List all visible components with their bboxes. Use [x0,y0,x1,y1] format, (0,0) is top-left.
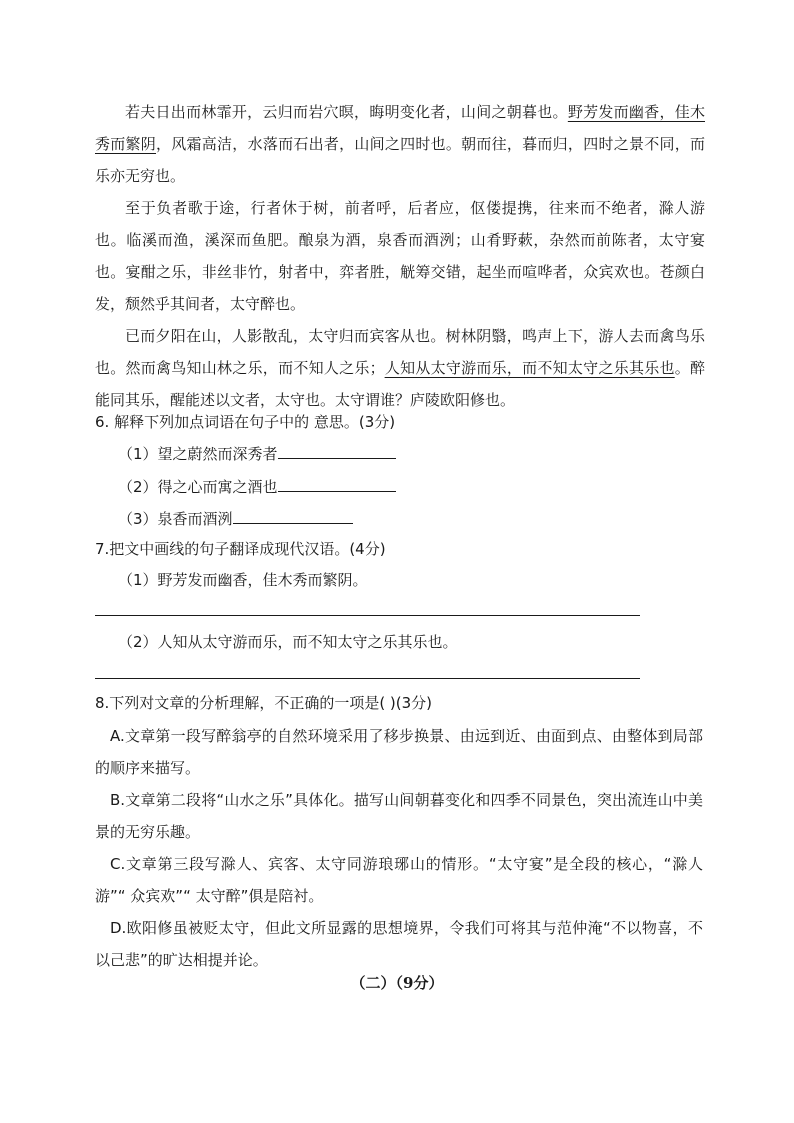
passage-paragraph-2: 至于负者歌于途，行者休于树，前者呼，后者应，伛偻提携，往来而不绝者，滁人游也。临溪而渔，溪深而鱼肥。酿泉为酒，泉香而酒洌；山肴野蔌，杂然而前陈者，太守宴也。宴酣之乐，非丝非竹，射者中，弈者胜，觥筹交错，起坐而喧哗者，众宾欢也。苍颜白发，颓然乎其间者，太守醉也。 [95,199,705,313]
answer-line[interactable] [95,615,640,616]
question-7-stem: 7.把文中画线的句子翻译成现代汉语。(4分) [95,540,386,558]
option-a: A.文章第一段写醉翁亭的自然环境采用了移步换景、由远到近、由面到点、由整体到局部的顺序来描写。 [95,727,703,777]
item-label: （1）望之蔚然而深秀者 [118,445,278,463]
question-8-stem: 8.下列对文章的分析理解，不正确的一项是( )(3分) [95,694,433,712]
question-6-item-3 [118,507,353,530]
question-8-options [95,720,703,976]
item-label: （2）得之心而寓之酒也 [118,478,278,496]
underlined-sentence-2: 人知从太守游而乐，而不知太守之乐其乐也 [384,359,675,377]
question-6-item-1 [118,442,396,465]
passage-paragraph-1 [95,96,705,192]
answer-blank[interactable] [278,475,396,492]
passage-text: 。醉能同其乐，醒能述以文者，太守也。太守谓谁？庐陵欧阳修也。 [95,359,705,409]
item-label: （3）泉香而酒洌 [118,510,233,528]
answer-line[interactable] [95,678,640,679]
passage-text: 若夫日出而林霏开，云归而岩穴暝，晦明变化者，山间之朝暮也。 [125,103,568,121]
answer-blank[interactable] [233,507,353,524]
passage-paragraph-3 [95,320,705,416]
section-heading: （二）（9分） [350,974,444,992]
option-b: B.文章第二段将“山水之乐”具体化。描写山间朝暮变化和四季不同景色，突出流连山中美景的无穷乐趣。 [95,791,703,841]
question-6-item-2 [118,475,396,498]
option-d: D.欧阳修虽被贬太守，但此文所显露的思想境界，令我们可将其与范仲淹“不以物喜，不以己悲”的旷达相提并论。 [95,919,703,969]
answer-blank[interactable] [278,442,396,459]
passage-text: ，风霜高洁，水落而石出者，山间之四时也。朝而往，暮而归，四时之景不同，而乐亦无穷也。 [95,135,705,185]
question-7-item-2: （2）人知从太守游而乐，而不知太守之乐其乐也。 [118,633,458,651]
classical-passage [95,96,705,416]
option-c: C.文章第三段写滁人、宾客、太守同游琅琊山的情形。“太守宴”是全段的核心，“滁人游”“ 众宾欢”“ 太守醉”俱是陪衬。 [95,855,703,905]
question-7-item-1: （1）野芳发而幽香，佳木秀而繁阴。 [118,571,368,589]
passage-text: 已而夕阳在山，人影散乱，太守归而宾客从也。树林阴翳，鸣声上下，游人去而禽鸟乐也。然而禽鸟知山林之乐，而不知人之乐； [95,327,705,377]
question-6-stem: 6. 解释下列加点词语在句子中的 意思。(3分) [95,413,396,431]
underlined-sentence-1: 野芳发而幽香，佳木秀而繁阴 [95,103,705,153]
